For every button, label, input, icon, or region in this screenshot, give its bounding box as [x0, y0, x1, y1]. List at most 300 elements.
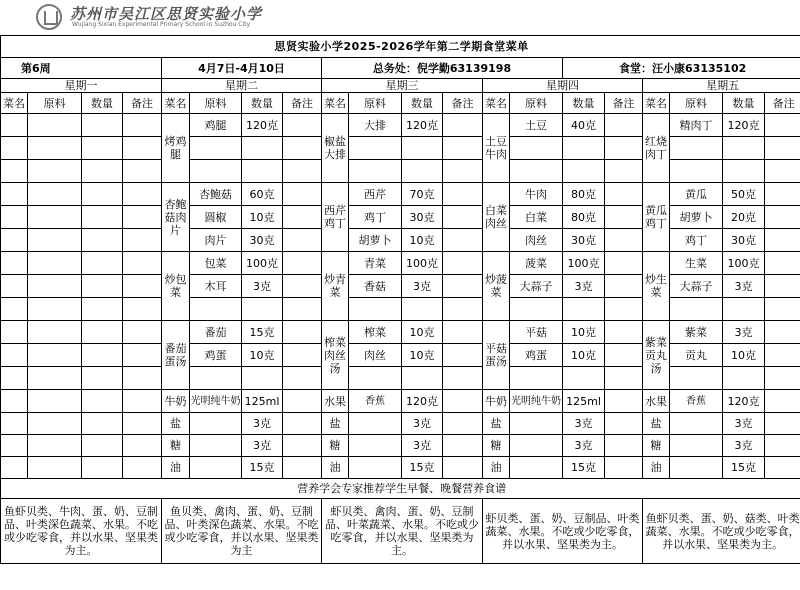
- ingredient: 鸡丁: [670, 229, 723, 252]
- ingredient: 肉片: [190, 229, 242, 252]
- quantity: 10克: [563, 344, 605, 367]
- col-note: 备注: [765, 93, 800, 114]
- note-cell: [443, 344, 483, 367]
- empty-cell: [190, 367, 242, 390]
- quantity: 3克: [242, 275, 283, 298]
- note-cell: [443, 457, 483, 479]
- ingredient: 贡丸: [670, 344, 723, 367]
- note-cell: [283, 252, 322, 275]
- col-ingredient: 原料: [28, 93, 82, 114]
- col-note: 备注: [123, 93, 162, 114]
- note-cell: [605, 367, 643, 390]
- note-cell: [605, 229, 643, 252]
- page-title: 思贤实验小学2025-2026学年第二学期食堂菜单: [1, 36, 800, 58]
- empty-cell: [349, 160, 402, 183]
- empty-cell: [82, 160, 123, 183]
- empty-cell: [510, 160, 563, 183]
- condiment-label: 油: [483, 457, 510, 479]
- extra-label: 牛奶: [483, 390, 510, 413]
- empty-cell: [510, 457, 563, 479]
- col-ingredient: 原料: [349, 93, 402, 114]
- extra-ingredient: 光明纯牛奶: [510, 390, 563, 413]
- ingredient: 杏鲍菇: [190, 183, 242, 206]
- empty-cell: [190, 435, 242, 457]
- empty-cell: [28, 252, 82, 275]
- empty-cell: [123, 457, 162, 479]
- quantity: 30克: [242, 229, 283, 252]
- empty-cell: [510, 413, 563, 435]
- empty-cell: [723, 160, 765, 183]
- ingredient: 番茄: [190, 321, 242, 344]
- note-cell: [605, 206, 643, 229]
- ingredient: 大蒜子: [670, 275, 723, 298]
- note-cell: [605, 183, 643, 206]
- menu-table: [0, 35, 800, 564]
- quantity: 3克: [402, 275, 443, 298]
- empty-cell: [510, 367, 563, 390]
- empty-cell: [190, 413, 242, 435]
- advice-mon: 鱼虾贝类、牛肉、蛋、奶、豆制品、叶类深色蔬菜、水果。不吃或少吃零食，并以水果、坚果类为主。: [1, 499, 162, 564]
- empty-cell: [349, 457, 402, 479]
- ingredient: 白菜: [510, 206, 563, 229]
- dish-name: 椒盐大排: [322, 114, 349, 183]
- empty-cell: [190, 457, 242, 479]
- empty-cell: [28, 435, 82, 457]
- empty-cell: [82, 206, 123, 229]
- quantity: 10克: [242, 206, 283, 229]
- dish-name: 炒生菜: [643, 252, 670, 321]
- col-qty: 数量: [242, 93, 283, 114]
- quantity: 10克: [242, 344, 283, 367]
- col-dish: 菜名: [1, 93, 28, 114]
- ingredient: 大蒜子: [510, 275, 563, 298]
- empty-cell: [82, 457, 123, 479]
- quantity: 10克: [402, 321, 443, 344]
- nutrition-title: 营养学会专家推荐学生早餐、晚餐营养食谱: [1, 479, 800, 499]
- empty-cell: [123, 344, 162, 367]
- empty-cell: [242, 137, 283, 160]
- note-cell: [765, 390, 800, 413]
- quantity: 3克: [563, 275, 605, 298]
- empty-cell: [123, 275, 162, 298]
- quantity: 10克: [723, 344, 765, 367]
- col-dish: 菜名: [162, 93, 190, 114]
- empty-cell: [123, 206, 162, 229]
- empty-cell: [670, 413, 723, 435]
- empty-cell: [1, 321, 28, 344]
- empty-cell: [349, 298, 402, 321]
- ingredient: 鸡丁: [349, 206, 402, 229]
- note-cell: [283, 390, 322, 413]
- condiment-quantity: 3克: [242, 413, 283, 435]
- day-header-mon: 星期一: [1, 79, 162, 93]
- dish-name: 紫菜贡丸汤: [643, 321, 670, 390]
- col-ingredient: 原料: [670, 93, 723, 114]
- day-header-tue: 星期二: [162, 79, 322, 93]
- empty-cell: [723, 367, 765, 390]
- note-cell: [443, 252, 483, 275]
- note-cell: [283, 367, 322, 390]
- empty-cell: [123, 435, 162, 457]
- extra-label: 牛奶: [162, 390, 190, 413]
- condiment-quantity: 15克: [402, 457, 443, 479]
- note-cell: [443, 183, 483, 206]
- condiment-quantity: 15克: [242, 457, 283, 479]
- empty-cell: [123, 390, 162, 413]
- day-header-fri: 星期五: [643, 79, 800, 93]
- empty-cell: [670, 298, 723, 321]
- empty-cell: [123, 252, 162, 275]
- note-cell: [605, 390, 643, 413]
- empty-cell: [670, 137, 723, 160]
- note-cell: [443, 435, 483, 457]
- empty-cell: [28, 137, 82, 160]
- col-qty: 数量: [563, 93, 605, 114]
- empty-cell: [349, 435, 402, 457]
- col-note: 备注: [283, 93, 322, 114]
- note-cell: [283, 298, 322, 321]
- week-label: 第6周: [1, 58, 162, 79]
- note-cell: [605, 114, 643, 137]
- empty-cell: [123, 298, 162, 321]
- ingredient: 胡萝卜: [670, 206, 723, 229]
- note-cell: [443, 275, 483, 298]
- advice-tue: 鱼贝类、禽肉、蛋、奶、豆制品、叶类深色蔬菜、水果。不吃或少吃零食，并以水果、坚果类为主: [162, 499, 322, 564]
- ingredient: 肉丝: [510, 229, 563, 252]
- empty-cell: [123, 114, 162, 137]
- col-ingredient: 原料: [510, 93, 563, 114]
- note-cell: [765, 457, 800, 479]
- empty-cell: [123, 229, 162, 252]
- empty-cell: [1, 252, 28, 275]
- ingredient: 牛肉: [510, 183, 563, 206]
- dish-name: 红烧肉丁: [643, 114, 670, 183]
- ingredient: 圆椒: [190, 206, 242, 229]
- empty-cell: [82, 321, 123, 344]
- empty-cell: [28, 344, 82, 367]
- note-cell: [765, 229, 800, 252]
- note-cell: [443, 137, 483, 160]
- col-qty: 数量: [723, 93, 765, 114]
- note-cell: [605, 457, 643, 479]
- empty-cell: [190, 160, 242, 183]
- dish-name: 烤鸡腿: [162, 114, 190, 183]
- ingredient: 紫菜: [670, 321, 723, 344]
- note-cell: [765, 367, 800, 390]
- quantity: 40克: [563, 114, 605, 137]
- empty-cell: [28, 413, 82, 435]
- note-cell: [605, 275, 643, 298]
- condiment-label: 糖: [162, 435, 190, 457]
- canteen-contact: 食堂：汪小康63135102: [563, 58, 800, 79]
- note-cell: [443, 298, 483, 321]
- empty-cell: [349, 367, 402, 390]
- empty-cell: [242, 367, 283, 390]
- note-cell: [283, 183, 322, 206]
- col-note: 备注: [605, 93, 643, 114]
- dish-name: 榨菜肉丝汤: [322, 321, 349, 390]
- dish-name: 炒包菜: [162, 252, 190, 321]
- dish-name: 杏鲍菇肉片: [162, 183, 190, 252]
- empty-cell: [82, 390, 123, 413]
- empty-cell: [123, 160, 162, 183]
- empty-cell: [82, 275, 123, 298]
- empty-cell: [123, 413, 162, 435]
- note-cell: [765, 252, 800, 275]
- empty-cell: [82, 252, 123, 275]
- empty-cell: [670, 160, 723, 183]
- ingredient: 鸡蛋: [510, 344, 563, 367]
- ingredient: 精肉丁: [670, 114, 723, 137]
- ingredient: 木耳: [190, 275, 242, 298]
- empty-cell: [1, 160, 28, 183]
- note-cell: [765, 321, 800, 344]
- ingredient: 青菜: [349, 252, 402, 275]
- date-range: 4月7日-4月10日: [162, 58, 322, 79]
- empty-cell: [402, 137, 443, 160]
- condiment-label: 油: [643, 457, 670, 479]
- note-cell: [283, 160, 322, 183]
- dish-name: 炒菠菜: [483, 252, 510, 321]
- ingredient: 鸡蛋: [190, 344, 242, 367]
- condiment-label: 糖: [643, 435, 670, 457]
- note-cell: [765, 435, 800, 457]
- quantity: 70克: [402, 183, 443, 206]
- quantity: 80克: [563, 206, 605, 229]
- empty-cell: [349, 413, 402, 435]
- quantity: 120克: [242, 114, 283, 137]
- condiment-quantity: 3克: [723, 435, 765, 457]
- note-cell: [765, 298, 800, 321]
- ingredient: 菠菜: [510, 252, 563, 275]
- condiment-label: 盐: [643, 413, 670, 435]
- empty-cell: [670, 367, 723, 390]
- extra-quantity: 125ml: [242, 390, 283, 413]
- empty-cell: [1, 229, 28, 252]
- col-note: 备注: [443, 93, 483, 114]
- col-dish: 菜名: [643, 93, 670, 114]
- quantity: 10克: [402, 344, 443, 367]
- empty-cell: [28, 160, 82, 183]
- advice-fri: 鱼虾贝类、蛋、奶、菇类、叶类蔬菜、水果。不吃或少吃零食，并以水果、坚果类为主。: [643, 499, 800, 564]
- note-cell: [283, 457, 322, 479]
- note-cell: [443, 160, 483, 183]
- note-cell: [765, 413, 800, 435]
- note-cell: [443, 390, 483, 413]
- note-cell: [765, 275, 800, 298]
- dish-name: 炒青菜: [322, 252, 349, 321]
- col-qty: 数量: [402, 93, 443, 114]
- school-name-en: Wujiang Sixian Experimental Primary School in Suzhou City: [72, 21, 251, 28]
- empty-cell: [402, 367, 443, 390]
- note-cell: [443, 413, 483, 435]
- ingredient: 平菇: [510, 321, 563, 344]
- quantity: 30克: [723, 229, 765, 252]
- extra-quantity: 120克: [723, 390, 765, 413]
- quantity: 50克: [723, 183, 765, 206]
- day-header-thu: 星期四: [483, 79, 643, 93]
- note-cell: [283, 275, 322, 298]
- menu-body: [1, 114, 800, 479]
- empty-cell: [670, 457, 723, 479]
- quantity: 30克: [402, 206, 443, 229]
- ingredient: 土豆: [510, 114, 563, 137]
- empty-cell: [1, 183, 28, 206]
- ingredient: 黄瓜: [670, 183, 723, 206]
- dish-name: 番茄蛋汤: [162, 321, 190, 390]
- empty-cell: [563, 298, 605, 321]
- note-cell: [605, 344, 643, 367]
- empty-cell: [123, 183, 162, 206]
- ingredient: 西芹: [349, 183, 402, 206]
- extra-ingredient: 香蕉: [349, 390, 402, 413]
- quantity: 80克: [563, 183, 605, 206]
- empty-cell: [242, 160, 283, 183]
- empty-cell: [190, 137, 242, 160]
- advice-wed: 虾贝类、禽肉、蛋、奶、豆制品、叶菜蔬菜、水果。不吃或少吃零食，并以水果、坚果类为主。: [322, 499, 483, 564]
- empty-cell: [82, 435, 123, 457]
- empty-cell: [123, 321, 162, 344]
- note-cell: [605, 160, 643, 183]
- condiment-label: 盐: [162, 413, 190, 435]
- note-cell: [443, 229, 483, 252]
- quantity: 30克: [563, 229, 605, 252]
- empty-cell: [190, 298, 242, 321]
- empty-cell: [28, 206, 82, 229]
- note-cell: [765, 137, 800, 160]
- ingredient: 鸡腿: [190, 114, 242, 137]
- empty-cell: [82, 344, 123, 367]
- empty-cell: [82, 367, 123, 390]
- empty-cell: [1, 114, 28, 137]
- quantity: 15克: [242, 321, 283, 344]
- extra-ingredient: 光明纯牛奶: [190, 390, 242, 413]
- empty-cell: [82, 114, 123, 137]
- empty-cell: [123, 367, 162, 390]
- empty-cell: [1, 457, 28, 479]
- condiment-quantity: 3克: [563, 413, 605, 435]
- empty-cell: [670, 435, 723, 457]
- empty-cell: [1, 298, 28, 321]
- empty-cell: [1, 206, 28, 229]
- empty-cell: [28, 390, 82, 413]
- quantity: 10克: [563, 321, 605, 344]
- dish-name: 西芹鸡丁: [322, 183, 349, 252]
- empty-cell: [510, 435, 563, 457]
- empty-cell: [563, 160, 605, 183]
- empty-cell: [1, 137, 28, 160]
- extra-ingredient: 香蕉: [670, 390, 723, 413]
- condiment-quantity: 3克: [402, 413, 443, 435]
- empty-cell: [510, 298, 563, 321]
- ingredient: 胡萝卜: [349, 229, 402, 252]
- empty-cell: [242, 298, 283, 321]
- note-cell: [283, 137, 322, 160]
- empty-cell: [1, 367, 28, 390]
- empty-cell: [82, 229, 123, 252]
- condiment-quantity: 3克: [242, 435, 283, 457]
- manager-contact: 总务处：倪学勤63139198: [322, 58, 563, 79]
- empty-cell: [1, 413, 28, 435]
- quantity: 3克: [723, 321, 765, 344]
- note-cell: [443, 367, 483, 390]
- empty-cell: [723, 298, 765, 321]
- extra-label: 水果: [322, 390, 349, 413]
- note-cell: [443, 206, 483, 229]
- col-qty: 数量: [82, 93, 123, 114]
- quantity: 120克: [402, 114, 443, 137]
- empty-cell: [82, 413, 123, 435]
- dish-name: 白菜肉丝: [483, 183, 510, 252]
- ingredient: 香菇: [349, 275, 402, 298]
- condiment-label: 油: [162, 457, 190, 479]
- col-dish: 菜名: [322, 93, 349, 114]
- condiment-quantity: 3克: [723, 413, 765, 435]
- condiment-label: 盐: [483, 413, 510, 435]
- empty-cell: [28, 367, 82, 390]
- advice-thu: 虾贝类、蛋、奶、豆制品、叶类蔬菜、水果。不吃或少吃零食，并以水果、坚果类为主。: [483, 499, 643, 564]
- empty-cell: [1, 275, 28, 298]
- condiment-quantity: 15克: [563, 457, 605, 479]
- quantity: 3克: [723, 275, 765, 298]
- note-cell: [605, 435, 643, 457]
- school-seal-icon: [36, 4, 62, 30]
- extra-label: 水果: [643, 390, 670, 413]
- dish-name: 平菇蛋汤: [483, 321, 510, 390]
- condiment-label: 盐: [322, 413, 349, 435]
- empty-cell: [28, 321, 82, 344]
- empty-cell: [1, 435, 28, 457]
- empty-cell: [28, 457, 82, 479]
- col-dish: 菜名: [483, 93, 510, 114]
- ingredient: 榨菜: [349, 321, 402, 344]
- quantity: 120克: [723, 114, 765, 137]
- ingredient: 生菜: [670, 252, 723, 275]
- empty-cell: [402, 298, 443, 321]
- col-ingredient: 原料: [190, 93, 242, 114]
- note-cell: [283, 435, 322, 457]
- note-cell: [443, 114, 483, 137]
- note-cell: [283, 344, 322, 367]
- condiment-label: 糖: [483, 435, 510, 457]
- empty-cell: [510, 137, 563, 160]
- empty-cell: [723, 137, 765, 160]
- condiment-label: 油: [322, 457, 349, 479]
- note-cell: [283, 229, 322, 252]
- note-cell: [605, 321, 643, 344]
- ingredient: 肉丝: [349, 344, 402, 367]
- note-cell: [765, 206, 800, 229]
- note-cell: [283, 413, 322, 435]
- school-name-cn: 苏州市吴江区思贤实验小学: [70, 5, 263, 23]
- school-header: [0, 0, 800, 34]
- note-cell: [765, 183, 800, 206]
- empty-cell: [402, 160, 443, 183]
- quantity: 100克: [242, 252, 283, 275]
- note-cell: [605, 252, 643, 275]
- quantity: 100克: [563, 252, 605, 275]
- note-cell: [283, 114, 322, 137]
- extra-quantity: 120克: [402, 390, 443, 413]
- quantity: 10克: [402, 229, 443, 252]
- ingredient: 大排: [349, 114, 402, 137]
- empty-cell: [1, 344, 28, 367]
- note-cell: [605, 137, 643, 160]
- note-cell: [765, 344, 800, 367]
- empty-cell: [28, 298, 82, 321]
- condiment-quantity: 3克: [563, 435, 605, 457]
- note-cell: [283, 206, 322, 229]
